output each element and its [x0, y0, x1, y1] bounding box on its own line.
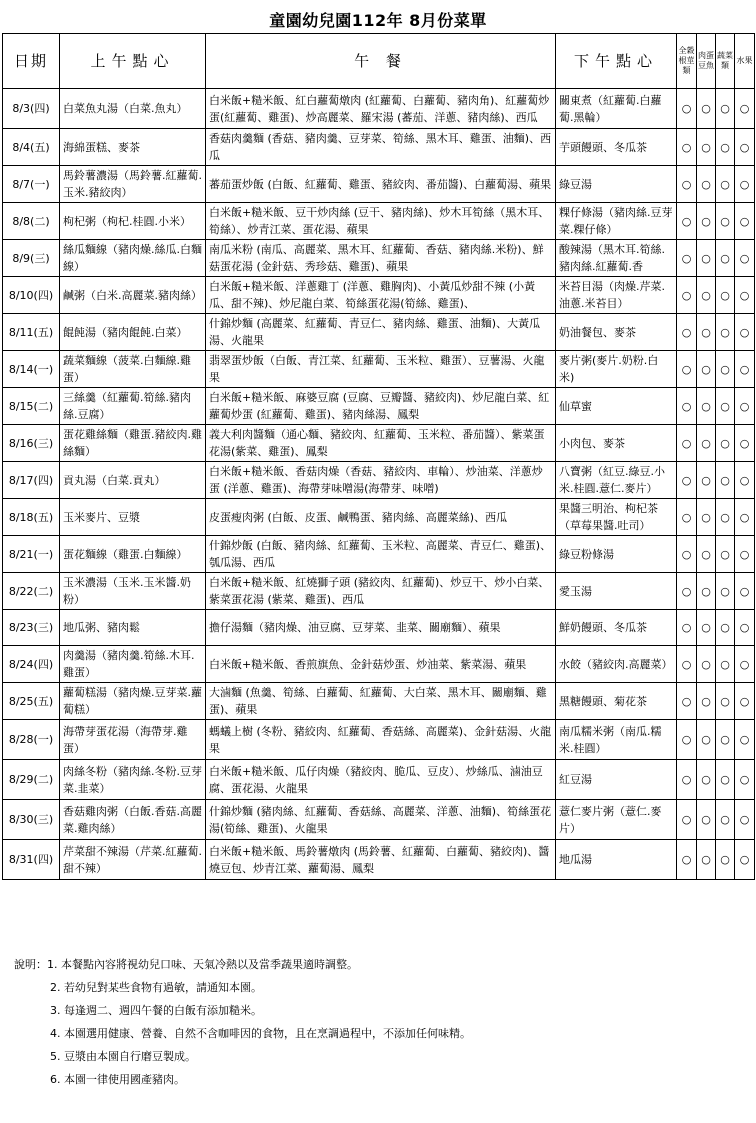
lunch-cell: 什錦炒飯 (白飯、豬肉絲、紅蘿蔔、玉米粒、高麗菜、青豆仁、雞蛋)、瓠瓜湯、西瓜	[206, 536, 556, 573]
menu-row	[3, 760, 755, 800]
date-cell: 8/29(二)	[3, 760, 60, 800]
col-header-am-snack: 上午點心	[60, 34, 206, 89]
protein-mark: ○	[697, 720, 716, 760]
lunch-cell: 白米飯+糙米飯、紅燒獅子頭 (豬絞肉、紅蘿蔔)、炒豆干、炒小白菜、紫菜蛋花湯 (紫菜、雞蛋)、西瓜	[206, 573, 556, 610]
protein-mark: ○	[697, 129, 716, 166]
date-cell: 8/11(五)	[3, 314, 60, 351]
note-line: 3. 每逢週二、週四午餐的白飯有添加糙米。	[50, 1004, 262, 1017]
protein-mark: ○	[697, 166, 716, 203]
grains-mark: ○	[677, 683, 697, 720]
fruit-mark: ○	[735, 646, 755, 683]
date-cell: 8/25(五)	[3, 683, 60, 720]
pm-snack-cell: 鮮奶饅頭、冬瓜茶	[556, 610, 677, 646]
lunch-cell: 什錦炒麵 (豬肉絲、紅蘿蔔、香菇絲、高麗菜、洋蔥、油麵)、筍絲蛋花湯(筍絲、雞蛋)、火龍果	[206, 800, 556, 840]
pm-snack-cell: 綠豆湯	[556, 166, 677, 203]
col-header-date: 日期	[3, 34, 60, 89]
menu-row	[3, 351, 755, 388]
protein-mark: ○	[697, 89, 716, 129]
grains-mark: ○	[677, 240, 697, 277]
date-cell: 8/28(一)	[3, 720, 60, 760]
protein-mark: ○	[697, 314, 716, 351]
menu-row	[3, 388, 755, 425]
fruit-mark: ○	[735, 129, 755, 166]
veg-mark: ○	[716, 760, 735, 800]
am-snack-cell: 馬鈴薯濃湯（馬鈴薯.紅蘿蔔.玉米.豬絞肉）	[60, 166, 206, 203]
menu-row	[3, 425, 755, 462]
protein-mark: ○	[697, 462, 716, 499]
grains-mark: ○	[677, 203, 697, 240]
am-snack-cell: 蛋花麵線（雞蛋.白麵線）	[60, 536, 206, 573]
am-snack-cell: 蔬菜麵線（菠菜.白麵線.雞蛋）	[60, 351, 206, 388]
protein-mark: ○	[697, 760, 716, 800]
menu-row	[3, 610, 755, 646]
date-cell: 8/8(二)	[3, 203, 60, 240]
menu-row	[3, 499, 755, 536]
notes	[14, 953, 744, 1091]
am-snack-cell: 海綿蛋糕、麥茶	[60, 129, 206, 166]
grains-mark: ○	[677, 277, 697, 314]
date-cell: 8/23(三)	[3, 610, 60, 646]
menu-row	[3, 573, 755, 610]
am-snack-cell: 鹹粥（白米.高麗菜.豬肉絲）	[60, 277, 206, 314]
lunch-cell: 什錦炒麵 (高麗菜、紅蘿蔔、青豆仁、豬肉絲、雞蛋、油麵)、大黃瓜湯、火龍果	[206, 314, 556, 351]
pm-snack-cell: 薏仁麥片粥（薏仁.麥片）	[556, 800, 677, 840]
pm-snack-cell: 果醬三明治、枸杞茶（草莓果醬.吐司）	[556, 499, 677, 536]
date-cell: 8/22(二)	[3, 573, 60, 610]
protein-mark: ○	[697, 240, 716, 277]
pm-snack-cell: 地瓜湯	[556, 840, 677, 880]
menu-row	[3, 800, 755, 840]
veg-mark: ○	[716, 462, 735, 499]
col-header-pm-snack: 下午點心	[556, 34, 677, 89]
am-snack-cell: 玉米濃湯（玉米.玉米醬.奶粉）	[60, 573, 206, 610]
date-cell: 8/15(二)	[3, 388, 60, 425]
pm-snack-cell: 綠豆粉條湯	[556, 536, 677, 573]
grains-mark: ○	[677, 840, 697, 880]
menu-row	[3, 462, 755, 499]
grains-mark: ○	[677, 89, 697, 129]
veg-mark: ○	[716, 351, 735, 388]
fruit-mark: ○	[735, 277, 755, 314]
am-snack-cell: 肉羹湯（豬肉羹.筍絲.木耳.雞蛋）	[60, 646, 206, 683]
col-header-grains: 全穀根莖類	[677, 34, 697, 89]
protein-mark: ○	[697, 800, 716, 840]
menu-row	[3, 536, 755, 573]
veg-mark: ○	[716, 536, 735, 573]
veg-mark: ○	[716, 314, 735, 351]
grains-mark: ○	[677, 462, 697, 499]
lunch-cell: 白米飯+糙米飯、豆干炒肉絲 (豆干、豬肉絲)、炒木耳筍絲（黑木耳、筍絲）、炒青江菜、蛋花湯、蘋果	[206, 203, 556, 240]
veg-mark: ○	[716, 499, 735, 536]
pm-snack-cell: 仙草蜜	[556, 388, 677, 425]
date-cell: 8/31(四)	[3, 840, 60, 880]
pm-snack-cell: 麥片粥(麥片.奶粉.白米)	[556, 351, 677, 388]
lunch-cell: 白米飯+糙米飯、馬鈴薯燉肉 (馬鈴薯、紅蘿蔔、白蘿蔔、豬絞肉)、醬燒豆包、炒青江菜、蘿蔔湯、鳳梨	[206, 840, 556, 880]
date-cell: 8/9(三)	[3, 240, 60, 277]
veg-mark: ○	[716, 240, 735, 277]
menu-row	[3, 240, 755, 277]
header-row	[3, 34, 755, 89]
menu-row	[3, 89, 755, 129]
date-cell: 8/24(四)	[3, 646, 60, 683]
am-snack-cell: 香菇雞肉粥（白飯.香菇.高麗菜.雞肉絲）	[60, 800, 206, 840]
date-cell: 8/3(四)	[3, 89, 60, 129]
note-line: 說明：1. 本餐點內容將視幼兒口味、天氣冷熱以及當季蔬果適時調整。	[14, 958, 358, 971]
menu-row	[3, 129, 755, 166]
fruit-mark: ○	[735, 166, 755, 203]
pm-snack-cell: 水餃（豬絞肉.高麗菜）	[556, 646, 677, 683]
pm-snack-cell: 南瓜糯米粥（南瓜.糯米.桂圓）	[556, 720, 677, 760]
pm-snack-cell: 奶油餐包、麥茶	[556, 314, 677, 351]
fruit-mark: ○	[735, 314, 755, 351]
fruit-mark: ○	[735, 610, 755, 646]
protein-mark: ○	[697, 388, 716, 425]
note-line: 2. 若幼兒對某些食物有過敏，請通知本園。	[50, 981, 262, 994]
col-header-veg: 蔬菜類	[716, 34, 735, 89]
menu-table	[2, 33, 755, 880]
grains-mark: ○	[677, 573, 697, 610]
veg-mark: ○	[716, 800, 735, 840]
protein-mark: ○	[697, 840, 716, 880]
grains-mark: ○	[677, 536, 697, 573]
fruit-mark: ○	[735, 760, 755, 800]
am-snack-cell: 蛋花雞絲麵（雞蛋.豬絞肉.雞絲麵）	[60, 425, 206, 462]
pm-snack-cell: 酸辣湯（黑木耳.筍絲.豬肉絲.紅蘿蔔.香	[556, 240, 677, 277]
am-snack-cell: 肉絲冬粉（豬肉絲.冬粉.豆芽菜.韭菜）	[60, 760, 206, 800]
fruit-mark: ○	[735, 240, 755, 277]
fruit-mark: ○	[735, 840, 755, 880]
pm-snack-cell: 關東煮（紅蘿蔔.白蘿蔔.黑輪）	[556, 89, 677, 129]
pm-snack-cell: 八寶粥（紅豆.綠豆.小米.桂圓.薏仁.麥片）	[556, 462, 677, 499]
grains-mark: ○	[677, 388, 697, 425]
grains-mark: ○	[677, 760, 697, 800]
protein-mark: ○	[697, 351, 716, 388]
grains-mark: ○	[677, 166, 697, 203]
veg-mark: ○	[716, 683, 735, 720]
date-cell: 8/17(四)	[3, 462, 60, 499]
col-header-fruit: 水果	[735, 34, 755, 89]
lunch-cell: 螞蟻上樹 (冬粉、豬絞肉、紅蘿蔔、香菇絲、高麗菜)、金針菇湯、火龍果	[206, 720, 556, 760]
date-cell: 8/18(五)	[3, 499, 60, 536]
menu-body	[3, 89, 755, 880]
date-cell: 8/30(三)	[3, 800, 60, 840]
veg-mark: ○	[716, 203, 735, 240]
fruit-mark: ○	[735, 89, 755, 129]
pm-snack-cell: 粿仔條湯（豬肉絲.豆芽菜.粿仔條）	[556, 203, 677, 240]
fruit-mark: ○	[735, 425, 755, 462]
grains-mark: ○	[677, 351, 697, 388]
pm-snack-cell: 紅豆湯	[556, 760, 677, 800]
menu-row	[3, 277, 755, 314]
date-cell: 8/10(四)	[3, 277, 60, 314]
fruit-mark: ○	[735, 351, 755, 388]
lunch-cell: 翡翠蛋炒飯（白飯、青江菜、紅蘿蔔、玉米粒、雞蛋）、豆薯湯、火龍果	[206, 351, 556, 388]
menu-row	[3, 646, 755, 683]
am-snack-cell: 芹菜甜不辣湯（芹菜.紅蘿蔔.甜不辣）	[60, 840, 206, 880]
veg-mark: ○	[716, 89, 735, 129]
date-cell: 8/7(一)	[3, 166, 60, 203]
lunch-cell: 蕃茄蛋炒飯 (白飯、紅蘿蔔、雞蛋、豬絞肉、番茄醬)、白蘿蔔湯、蘋果	[206, 166, 556, 203]
grains-mark: ○	[677, 314, 697, 351]
pm-snack-cell: 小肉包、麥茶	[556, 425, 677, 462]
lunch-cell: 義大利肉醬麵（通心麵、豬絞肉、紅蘿蔔、玉米粒、番茄醬）、紫菜蛋花湯(紫菜、雞蛋)、鳳梨	[206, 425, 556, 462]
veg-mark: ○	[716, 610, 735, 646]
lunch-cell: 白米飯+糙米飯、香煎旗魚、金針菇炒蛋、炒油菜、紫菜湯、蘋果	[206, 646, 556, 683]
veg-mark: ○	[716, 646, 735, 683]
pm-snack-cell: 黑糖饅頭、菊花茶	[556, 683, 677, 720]
veg-mark: ○	[716, 166, 735, 203]
grains-mark: ○	[677, 800, 697, 840]
am-snack-cell: 餛飩湯（豬肉餛飩.白菜）	[60, 314, 206, 351]
veg-mark: ○	[716, 129, 735, 166]
veg-mark: ○	[716, 840, 735, 880]
date-cell: 8/21(一)	[3, 536, 60, 573]
lunch-cell: 白米飯+糙米飯、紅白蘿蔔燉肉 (紅蘿蔔、白蘿蔔、豬肉角)、紅蘿蔔炒蛋(紅蘿蔔、雞蛋)、炒高麗菜、羅宋湯 (蕃茄、洋蔥、豬肉絲)、西瓜	[206, 89, 556, 129]
menu-row	[3, 203, 755, 240]
page-title: 童園幼兒園112年 8月份菜單	[269, 11, 487, 30]
veg-mark: ○	[716, 573, 735, 610]
fruit-mark: ○	[735, 720, 755, 760]
fruit-mark: ○	[735, 800, 755, 840]
fruit-mark: ○	[735, 683, 755, 720]
am-snack-cell: 地瓜粥、豬肉鬆	[60, 610, 206, 646]
menu-row	[3, 314, 755, 351]
date-cell: 8/16(三)	[3, 425, 60, 462]
grains-mark: ○	[677, 129, 697, 166]
lunch-cell: 白米飯+糙米飯、香菇肉燥（香菇、豬絞肉、車輪）、炒油菜、洋蔥炒蛋 (洋蔥、雞蛋)、海帶芽味噌湯(海帶芽、味噌)	[206, 462, 556, 499]
protein-mark: ○	[697, 277, 716, 314]
lunch-cell: 白米飯+糙米飯、洋蔥雞丁 (洋蔥、雞胸肉)、小黃瓜炒甜不辣 (小黃瓜、甜不辣)、炒尼龍白菜、筍絲蛋花湯(筍絲、雞蛋)、	[206, 277, 556, 314]
col-header-lunch: 午 餐	[206, 34, 556, 89]
grains-mark: ○	[677, 610, 697, 646]
protein-mark: ○	[697, 536, 716, 573]
menu-row	[3, 166, 755, 203]
lunch-cell: 南瓜米粉 (南瓜、高麗菜、黑木耳、紅蘿蔔、香菇、豬肉絲.米粉)、鮮菇蛋花湯 (金針菇、秀珍菇、雞蛋)、蘋果	[206, 240, 556, 277]
grains-mark: ○	[677, 720, 697, 760]
am-snack-cell: 枸杞粥（枸杞.桂圓.小米）	[60, 203, 206, 240]
protein-mark: ○	[697, 573, 716, 610]
fruit-mark: ○	[735, 536, 755, 573]
fruit-mark: ○	[735, 203, 755, 240]
lunch-cell: 白米飯+糙米飯、麻婆豆腐 (豆腐、豆瓣醬、豬絞肉)、炒尼龍白菜、紅蘿蔔炒蛋 (紅蘿蔔、雞蛋)、豬肉絲湯、鳳梨	[206, 388, 556, 425]
note-line: 4. 本園選用健康、營養、自然不含咖啡因的食物，且在烹調過程中，不添加任何味精。	[50, 1027, 471, 1040]
veg-mark: ○	[716, 425, 735, 462]
menu-row	[3, 840, 755, 880]
protein-mark: ○	[697, 499, 716, 536]
lunch-cell: 白米飯+糙米飯、瓜仔肉燥（豬絞肉、脆瓜、豆皮）、炒絲瓜、滷油豆腐、蛋花湯、火龍果	[206, 760, 556, 800]
protein-mark: ○	[697, 203, 716, 240]
am-snack-cell: 海帶芽蛋花湯（海帶芽.雞蛋）	[60, 720, 206, 760]
pm-snack-cell: 愛玉湯	[556, 573, 677, 610]
grains-mark: ○	[677, 646, 697, 683]
veg-mark: ○	[716, 720, 735, 760]
menu-row	[3, 720, 755, 760]
lunch-cell: 大滷麵 (魚羹、筍絲、白蘿蔔、紅蘿蔔、大白菜、黑木耳、關廟麵、雞蛋)、蘋果	[206, 683, 556, 720]
lunch-cell: 皮蛋瘦肉粥 (白飯、皮蛋、鹹鴨蛋、豬肉絲、高麗菜絲)、西瓜	[206, 499, 556, 536]
col-header-protein: 肉蛋豆魚	[697, 34, 716, 89]
grains-mark: ○	[677, 425, 697, 462]
protein-mark: ○	[697, 610, 716, 646]
protein-mark: ○	[697, 646, 716, 683]
veg-mark: ○	[716, 388, 735, 425]
grains-mark: ○	[677, 499, 697, 536]
date-cell: 8/4(五)	[3, 129, 60, 166]
menu-row	[3, 683, 755, 720]
protein-mark: ○	[697, 425, 716, 462]
pm-snack-cell: 米苔目湯（肉燥.芹菜.油蔥.米苔目）	[556, 277, 677, 314]
lunch-cell: 擔仔湯麵（豬肉燥、油豆腐、豆芽菜、韭菜、關廟麵）、蘋果	[206, 610, 556, 646]
am-snack-cell: 白菜魚丸湯（白菜.魚丸）	[60, 89, 206, 129]
note-line: 6. 本園一律使用國產豬肉。	[50, 1073, 185, 1086]
date-cell: 8/14(一)	[3, 351, 60, 388]
am-snack-cell: 三絲羹（紅蘿蔔.筍絲.豬肉絲.豆腐）	[60, 388, 206, 425]
am-snack-cell: 玉米麥片、豆漿	[60, 499, 206, 536]
fruit-mark: ○	[735, 388, 755, 425]
pm-snack-cell: 芋頭饅頭、冬瓜茶	[556, 129, 677, 166]
am-snack-cell: 貢丸湯（白菜.貢丸）	[60, 462, 206, 499]
lunch-cell: 香菇肉羹麵 (香菇、豬肉羹、豆芽菜、筍絲、黑木耳、雞蛋、油麵)、西瓜	[206, 129, 556, 166]
fruit-mark: ○	[735, 499, 755, 536]
veg-mark: ○	[716, 277, 735, 314]
note-line: 5. 豆漿由本園自行磨豆製成。	[50, 1050, 196, 1063]
protein-mark: ○	[697, 683, 716, 720]
fruit-mark: ○	[735, 573, 755, 610]
am-snack-cell: 蘿蔔糕湯（豬肉燥.豆芽菜.蘿蔔糕）	[60, 683, 206, 720]
am-snack-cell: 絲瓜麵線（豬肉燥.絲瓜.白麵線）	[60, 240, 206, 277]
fruit-mark: ○	[735, 462, 755, 499]
